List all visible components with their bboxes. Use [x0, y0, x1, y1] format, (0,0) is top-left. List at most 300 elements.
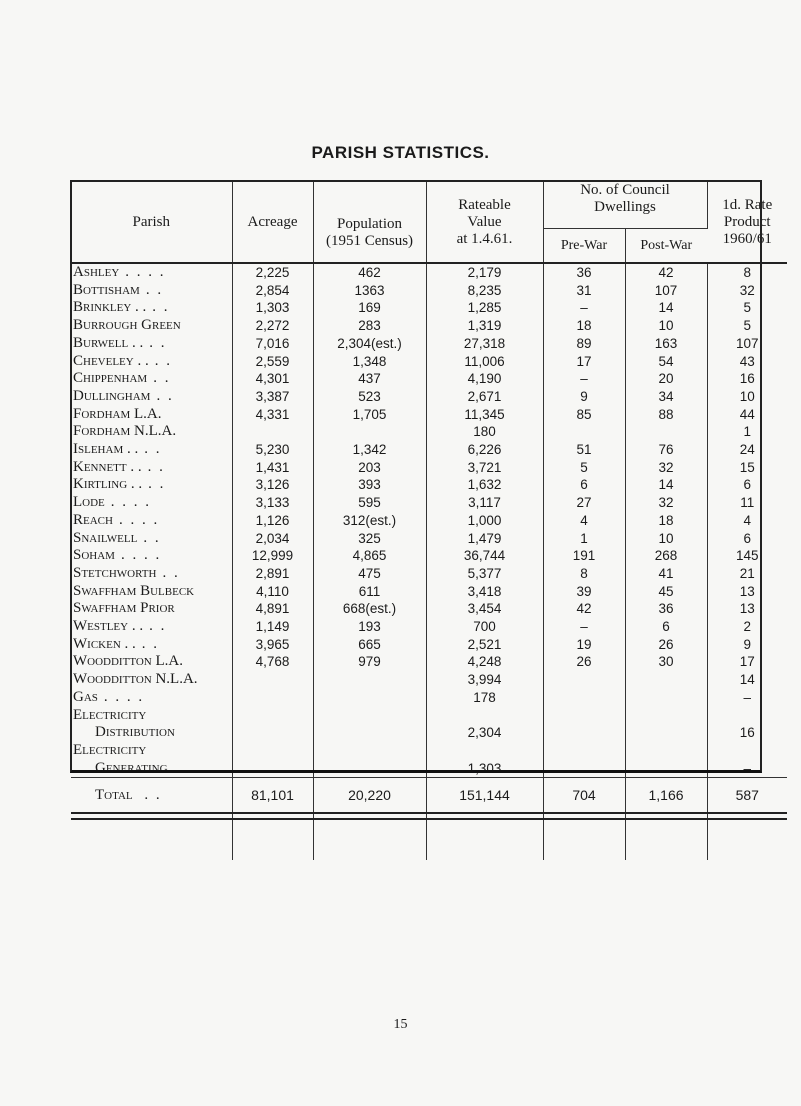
post-war-cell: 268 — [625, 547, 707, 565]
parish-cell — [71, 600, 232, 618]
page-title: PARISH STATISTICS. — [311, 143, 490, 162]
acreage-cell: 4,110 — [232, 583, 313, 601]
population-cell: 437 — [313, 370, 426, 388]
rateable-value-cell: 1,479 — [426, 530, 543, 548]
rate-product-cell: 24 — [739, 442, 755, 458]
acreage-cell: 2,891 — [232, 565, 313, 583]
rateable-value-cell — [426, 742, 543, 760]
table-body — [71, 263, 787, 778]
pre-war-cell: 8 — [543, 565, 625, 583]
rate-product-cell: 6 — [743, 530, 752, 546]
rate-product-cell: 145 — [736, 548, 759, 564]
parish-cell — [71, 370, 232, 388]
post-war-cell: 54 — [625, 353, 707, 371]
rateable-value-cell: 2,304 — [426, 724, 543, 742]
population-cell: 4,865 — [313, 547, 426, 565]
acreage-cell — [232, 760, 313, 778]
table-row — [71, 441, 787, 459]
rate-product-cell: 14 — [739, 672, 755, 688]
parish-cell — [71, 282, 232, 300]
pre-war-cell: 19 — [543, 636, 625, 654]
rate-product-cell: 16 — [739, 371, 755, 387]
total-post-war: 1,166 — [625, 778, 707, 814]
table-row — [71, 512, 787, 530]
pre-war-cell — [543, 671, 625, 689]
rate-product-cell: 15 — [739, 459, 755, 475]
pre-war-cell: – — [543, 370, 625, 388]
acreage-cell — [232, 671, 313, 689]
population-cell — [313, 671, 426, 689]
total-label-text: Total — [95, 787, 133, 804]
acreage-cell: 3,387 — [232, 388, 313, 406]
population-cell: 611 — [313, 583, 426, 601]
rate-product-cell: 5 — [743, 300, 752, 316]
rateable-value-cell: 5,377 — [426, 565, 543, 583]
parish-cell — [71, 459, 232, 477]
acreage-cell — [232, 724, 313, 742]
rateable-value-cell: 3,994 — [426, 671, 543, 689]
parish-leader-dots: . . — [141, 635, 160, 652]
rateable-value-cell: 6,226 — [426, 441, 543, 459]
pre-war-cell — [543, 742, 625, 760]
acreage-cell: 3,965 — [232, 636, 313, 654]
population-cell: 595 — [313, 494, 426, 512]
total-acreage: 81,101 — [232, 778, 313, 814]
parish-cell — [71, 388, 232, 406]
rateable-value-cell: 1,632 — [426, 476, 543, 494]
total-label — [71, 778, 232, 814]
population-cell: 668(est.) — [313, 600, 426, 618]
table-row — [71, 406, 787, 424]
parish-leader-dots: . . — [145, 281, 164, 298]
population-cell: 203 — [313, 459, 426, 477]
parish-name: Electricity — [73, 741, 147, 758]
parish-name: Fordham N.L.A. — [73, 423, 177, 440]
parish-name: Bottisham — [73, 281, 140, 298]
acreage-cell: 1,303 — [232, 299, 313, 317]
rateable-value-cell: 27,318 — [426, 335, 543, 353]
population-cell — [313, 760, 426, 778]
rate-product-cell: 8 — [743, 265, 752, 280]
header-pre-war: Pre-War — [543, 228, 625, 263]
post-war-cell: 36 — [625, 600, 707, 618]
rateable-value-cell: 3,454 — [426, 600, 543, 618]
rateable-value-cell: 180 — [426, 423, 543, 441]
table-row — [71, 423, 787, 441]
post-war-cell — [625, 707, 707, 725]
post-war-cell: 42 — [625, 263, 707, 282]
post-war-cell — [625, 742, 707, 760]
acreage-cell: 3,126 — [232, 476, 313, 494]
acreage-cell: 4,891 — [232, 600, 313, 618]
rate-product-cell: 16 — [739, 725, 755, 741]
parish-name: Soham — [73, 547, 115, 564]
rate-product-cell: 13 — [739, 583, 755, 599]
parish-cell — [71, 299, 232, 317]
pre-war-cell: 42 — [543, 600, 625, 618]
rate-product-cell: 107 — [736, 335, 759, 351]
parish-cell — [71, 423, 232, 441]
parish-cell — [71, 689, 232, 707]
parish-name: Fordham L.A. — [73, 405, 162, 422]
parish-cell — [71, 671, 232, 689]
total-rateable: 151,144 — [426, 778, 543, 814]
parish-statistics-table — [71, 182, 787, 860]
rateable-value-cell: 1,319 — [426, 317, 543, 335]
table-row — [71, 724, 787, 742]
rate-product-cell: 6 — [743, 477, 752, 493]
parish-name: Wicken . . — [73, 635, 136, 652]
post-war-cell: 163 — [625, 335, 707, 353]
header-population: Population (1951 Census) — [313, 182, 426, 263]
table-row — [71, 282, 787, 300]
parish-cell — [71, 530, 232, 548]
acreage-cell: 3,133 — [232, 494, 313, 512]
post-war-cell: 41 — [625, 565, 707, 583]
post-war-cell: 32 — [625, 459, 707, 477]
rateable-value-cell: 4,248 — [426, 653, 543, 671]
rateable-value-cell: 1,303 — [426, 760, 543, 778]
tail-row — [71, 819, 787, 860]
pre-war-cell: 18 — [543, 317, 625, 335]
acreage-cell: 1,149 — [232, 618, 313, 636]
table-row — [71, 335, 787, 353]
parish-cell — [71, 441, 232, 459]
rateable-value-cell: 11,006 — [426, 353, 543, 371]
population-cell: 1,342 — [313, 441, 426, 459]
table-row — [71, 494, 787, 512]
table-row — [71, 565, 787, 583]
post-war-cell — [625, 671, 707, 689]
parish-name: Dullingham — [73, 387, 151, 404]
rate-product-cell: 5 — [743, 318, 752, 334]
population-cell: 283 — [313, 317, 426, 335]
rateable-value-cell — [426, 707, 543, 725]
post-war-cell: 14 — [625, 299, 707, 317]
header-rate-product: 1d. Rate Product 1960/61 — [707, 182, 787, 263]
table-row — [71, 353, 787, 371]
parish-leader-dots: . . — [153, 370, 171, 387]
rate-product-cell: 13 — [739, 601, 755, 617]
header-post-war: Post-War — [625, 228, 707, 263]
pre-war-cell: 4 — [543, 512, 625, 530]
post-war-cell: 88 — [625, 406, 707, 424]
parish-name: Electricity — [73, 706, 147, 723]
population-cell: 475 — [313, 565, 426, 583]
page-number: 15 — [393, 1017, 408, 1032]
parish-leader-dots: . . . . — [125, 264, 166, 280]
population-cell: 462 — [313, 263, 426, 282]
pre-war-cell — [543, 724, 625, 742]
acreage-cell — [232, 742, 313, 760]
pre-war-cell: 31 — [543, 282, 625, 300]
parish-name: Brinkley . . — [73, 299, 147, 316]
pre-war-cell — [543, 760, 625, 778]
rate-product-cell: 2 — [743, 619, 752, 635]
parish-name: Swaffham Bulbeck — [73, 582, 195, 599]
parish-cell — [71, 494, 232, 512]
table-row — [71, 636, 787, 654]
pre-war-cell: – — [543, 299, 625, 317]
population-cell: 523 — [313, 388, 426, 406]
parish-cell — [71, 335, 232, 353]
parish-leader-dots: . . . . — [120, 547, 162, 564]
pre-war-cell: 51 — [543, 441, 625, 459]
parish-name: Stetchworth — [73, 564, 157, 581]
table-row — [71, 618, 787, 636]
population-cell — [313, 742, 426, 760]
acreage-cell — [232, 423, 313, 441]
total-rate-product: 587 — [707, 778, 787, 814]
acreage-cell: 1,126 — [232, 512, 313, 530]
post-war-cell: 10 — [625, 530, 707, 548]
header-council-dwellings: No. of Council Dwellings — [543, 182, 707, 228]
acreage-cell: 4,331 — [232, 406, 313, 424]
population-cell: 393 — [313, 476, 426, 494]
parish-leader-dots: . . . . — [110, 494, 152, 511]
parish-leader-dots: . . — [148, 476, 166, 493]
header-parish: Parish — [71, 182, 232, 263]
rate-product-cell: 21 — [739, 565, 755, 581]
population-cell: 193 — [313, 618, 426, 636]
pre-war-cell: 36 — [543, 263, 625, 282]
parish-name: Swaffham Prior — [73, 600, 175, 617]
acreage-cell — [232, 689, 313, 707]
post-war-cell: 34 — [625, 388, 707, 406]
parish-name: Lode — [73, 494, 105, 511]
table-row — [71, 388, 787, 406]
pre-war-cell: – — [543, 618, 625, 636]
pre-war-cell: 89 — [543, 335, 625, 353]
table-row — [71, 263, 787, 282]
post-war-cell: 76 — [625, 441, 707, 459]
table-row — [71, 653, 787, 671]
table-row — [71, 476, 787, 494]
parish-name: Ashley — [73, 264, 120, 280]
rateable-value-cell: 36,744 — [426, 547, 543, 565]
post-war-cell: 26 — [625, 636, 707, 654]
table-row — [71, 742, 787, 760]
parish-leader-dots: . . . . — [103, 688, 145, 705]
pre-war-cell: 26 — [543, 653, 625, 671]
parish-name: Cheveley . . — [73, 352, 149, 369]
parish-cell — [71, 547, 232, 565]
population-cell — [313, 423, 426, 441]
parish-name: Burrough Green — [73, 317, 181, 334]
rateable-value-cell: 178 — [426, 689, 543, 707]
parish-leader-dots: . . — [143, 529, 161, 546]
parish-cell — [71, 636, 232, 654]
acreage-cell: 2,225 — [232, 263, 313, 282]
parish-name: Westley . . — [73, 618, 144, 635]
post-war-cell: 32 — [625, 494, 707, 512]
rate-product-cell: 44 — [739, 406, 755, 422]
acreage-cell: 2,034 — [232, 530, 313, 548]
population-cell: 325 — [313, 530, 426, 548]
population-cell: 312(est.) — [313, 512, 426, 530]
post-war-cell: 14 — [625, 476, 707, 494]
acreage-cell: 4,301 — [232, 370, 313, 388]
pre-war-cell: 1 — [543, 530, 625, 548]
post-war-cell: 20 — [625, 370, 707, 388]
parish-leader-dots: . . . . — [118, 511, 160, 528]
acreage-cell: 1,431 — [232, 459, 313, 477]
parish-name: Snailwell — [73, 529, 138, 546]
acreage-cell: 2,854 — [232, 282, 313, 300]
parish-name: Woodditton L.A. — [73, 653, 183, 670]
parish-cell — [71, 317, 232, 335]
rate-product-cell: 11 — [740, 495, 755, 511]
parish-cell — [71, 618, 232, 636]
parish-name: Generating — [95, 759, 168, 776]
acreage-cell: 12,999 — [232, 547, 313, 565]
parish-name: Reach — [73, 511, 113, 528]
parish-cell — [71, 653, 232, 671]
table-row — [71, 299, 787, 317]
post-war-cell: 107 — [625, 282, 707, 300]
parish-leader-dots: . . — [147, 458, 165, 475]
rate-product-cell: 1 — [743, 424, 752, 440]
parish-cell — [71, 263, 232, 282]
parish-name: Isleham . . — [73, 441, 139, 458]
parish-name: Distribution — [95, 724, 175, 741]
parish-cell — [71, 760, 232, 778]
parish-name: Gas — [73, 688, 98, 705]
rateable-value-cell: 3,117 — [426, 494, 543, 512]
rate-product-cell: 17 — [739, 654, 755, 670]
parish-cell — [71, 512, 232, 530]
parish-cell — [71, 406, 232, 424]
rateable-value-cell: 1,285 — [426, 299, 543, 317]
post-war-cell — [625, 689, 707, 707]
header-acreage: Acreage — [232, 182, 313, 263]
table-row — [71, 707, 787, 725]
post-war-cell — [625, 760, 707, 778]
pre-war-cell — [543, 689, 625, 707]
population-cell: 1,705 — [313, 406, 426, 424]
parish-leader-dots: . . — [149, 618, 167, 635]
table-row — [71, 671, 787, 689]
rate-product-cell: 10 — [739, 388, 755, 404]
post-war-cell: 45 — [625, 583, 707, 601]
parish-name: Burwell . . — [73, 334, 144, 351]
population-cell — [313, 724, 426, 742]
table-row — [71, 317, 787, 335]
parish-name: Chippenham — [73, 370, 148, 387]
acreage-cell: 2,559 — [232, 353, 313, 371]
population-cell: 665 — [313, 636, 426, 654]
post-war-cell: 6 — [625, 618, 707, 636]
table-row — [71, 760, 787, 778]
post-war-cell: 30 — [625, 653, 707, 671]
parish-cell — [71, 583, 232, 601]
population-cell: 1363 — [313, 282, 426, 300]
parish-leader-dots: . . — [149, 334, 167, 351]
parish-cell — [71, 476, 232, 494]
post-war-cell: 10 — [625, 317, 707, 335]
pre-war-cell: 6 — [543, 476, 625, 494]
parish-leader-dots: . . — [162, 564, 180, 581]
pre-war-cell: 27 — [543, 494, 625, 512]
acreage-cell: 2,272 — [232, 317, 313, 335]
acreage-cell: 7,016 — [232, 335, 313, 353]
rateable-value-cell: 2,671 — [426, 388, 543, 406]
header-rateable-value: Rateable Value at 1.4.61. — [426, 182, 543, 263]
rateable-value-cell: 700 — [426, 618, 543, 636]
parish-cell — [71, 565, 232, 583]
rateable-value-cell: 4,190 — [426, 370, 543, 388]
population-cell — [313, 707, 426, 725]
population-cell: 1,348 — [313, 353, 426, 371]
rate-product-cell: – — [743, 760, 752, 776]
population-cell: 2,304(est.) — [313, 335, 426, 353]
rate-product-cell: 43 — [739, 353, 755, 369]
parish-leader-dots: . . — [152, 299, 170, 316]
parish-name: Kirtling . . — [73, 476, 143, 493]
rateable-value-cell: 3,418 — [426, 583, 543, 601]
pre-war-cell — [543, 707, 625, 725]
rateable-value-cell: 2,521 — [426, 636, 543, 654]
post-war-cell: 18 — [625, 512, 707, 530]
parish-leader-dots: . . — [156, 387, 174, 404]
pre-war-cell — [543, 423, 625, 441]
parish-leader-dots: . . — [154, 352, 172, 369]
acreage-cell: 4,768 — [232, 653, 313, 671]
rate-product-cell: 9 — [743, 636, 752, 652]
population-cell — [313, 689, 426, 707]
parish-cell — [71, 742, 232, 760]
pre-war-cell: 85 — [543, 406, 625, 424]
table-row — [71, 583, 787, 601]
parish-cell — [71, 724, 232, 742]
population-cell: 979 — [313, 653, 426, 671]
table-row — [71, 370, 787, 388]
rateable-value-cell: 2,179 — [426, 263, 543, 282]
total-pre-war: 704 — [543, 778, 625, 814]
rate-product-cell — [707, 707, 787, 725]
rateable-value-cell: 1,000 — [426, 512, 543, 530]
parish-name: Woodditton N.L.A. — [73, 671, 198, 688]
total-label-dots: . . — [144, 787, 162, 804]
parish-cell — [71, 353, 232, 371]
acreage-cell — [232, 707, 313, 725]
pre-war-cell: 5 — [543, 459, 625, 477]
post-war-cell — [625, 423, 707, 441]
table-row — [71, 689, 787, 707]
rateable-value-cell: 11,345 — [426, 406, 543, 424]
table-row — [71, 547, 787, 565]
population-cell: 169 — [313, 299, 426, 317]
total-row — [71, 778, 787, 814]
rate-product-cell — [707, 742, 787, 760]
rate-product-cell: 32 — [739, 282, 755, 298]
table-row — [71, 600, 787, 618]
pre-war-cell: 9 — [543, 388, 625, 406]
total-population: 20,220 — [313, 778, 426, 814]
parish-cell — [71, 707, 232, 725]
post-war-cell — [625, 724, 707, 742]
rate-product-cell: – — [743, 689, 752, 705]
table-row — [71, 459, 787, 477]
pre-war-cell: 17 — [543, 353, 625, 371]
parish-leader-dots: . . — [144, 441, 162, 458]
pre-war-cell: 191 — [543, 547, 625, 565]
rate-product-cell: 4 — [743, 512, 752, 528]
pre-war-cell: 39 — [543, 583, 625, 601]
parish-name: Kennett . . — [73, 458, 142, 475]
table-row — [71, 530, 787, 548]
acreage-cell: 5,230 — [232, 441, 313, 459]
